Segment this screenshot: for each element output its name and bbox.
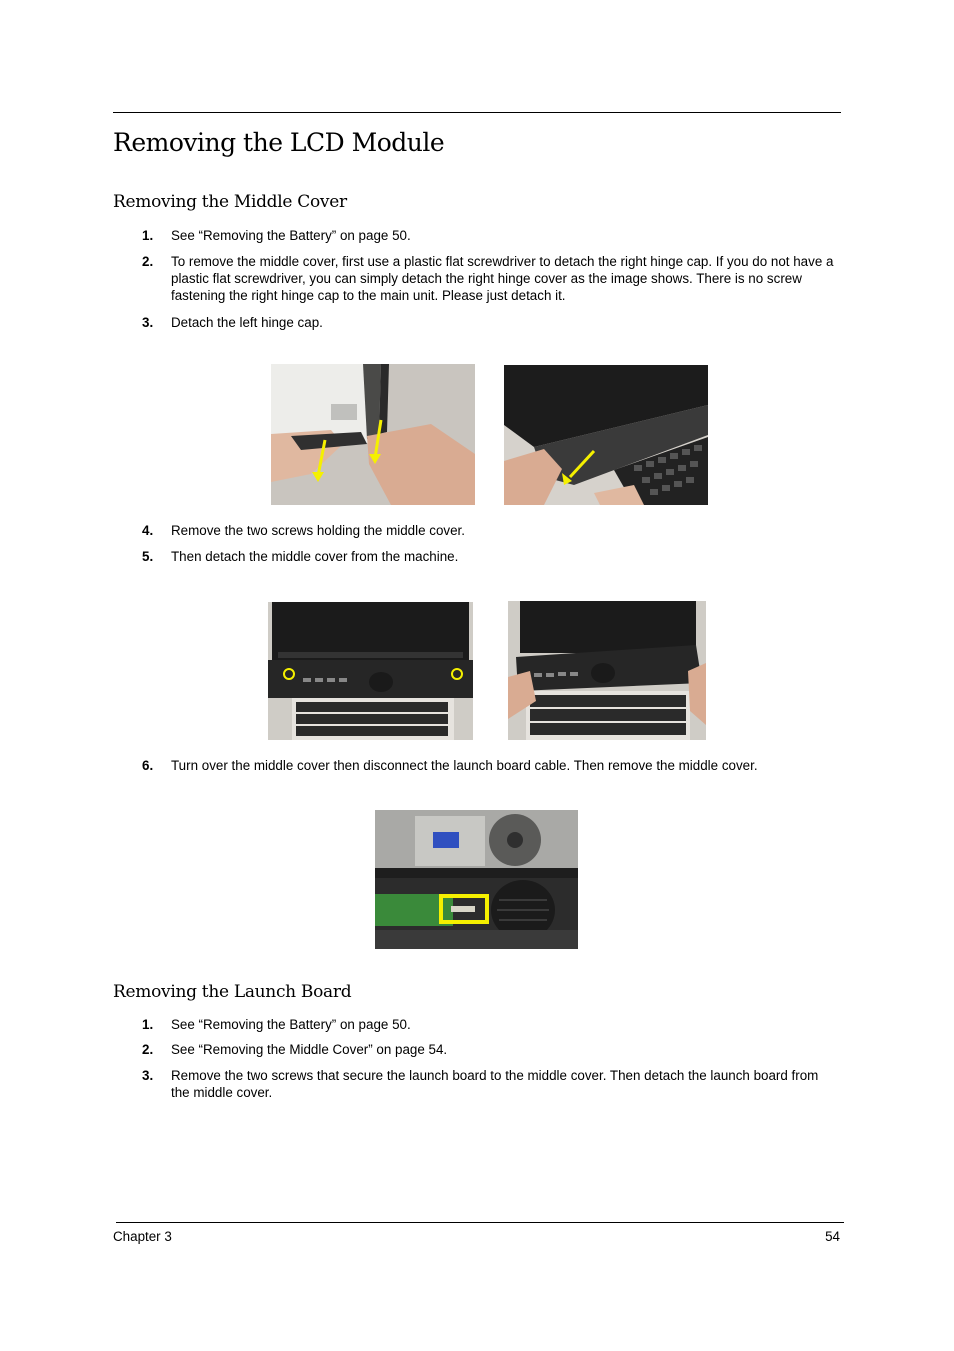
- step-text: To remove the middle cover, first use a plastic flat screwdriver to detach the right hinge cap. If you do not have a plastic flat screwdriver, you can simply detach the right hinge cover as the image shows. There is no screw fastening the right hinge cap to the main unit. Please just detach it.: [171, 254, 834, 303]
- section-heading-launch-board: Removing the Launch Board: [113, 982, 352, 1002]
- step-number: 2.: [142, 254, 154, 269]
- step-number: 3.: [142, 315, 154, 330]
- photo-left-hinge-cap: [504, 365, 708, 505]
- step-text: See “Removing the Middle Cover” on page 54.: [171, 1042, 448, 1057]
- step-number: 2.: [142, 1042, 154, 1057]
- step-text: Then detach the middle cover from the machine.: [171, 549, 459, 564]
- step-text: See “Removing the Battery” on page 50.: [171, 228, 411, 243]
- step-number: 4.: [142, 523, 154, 538]
- section-heading-middle-cover: Removing the Middle Cover: [113, 192, 347, 212]
- step-text: Remove the two screws that secure the launch board to the middle cover. Then detach the launch board from the middle cover.: [171, 1068, 819, 1100]
- photo-detach-middle-cover: [508, 601, 706, 740]
- photo-right-hinge-cap: [271, 364, 475, 505]
- step-text: Remove the two screws holding the middle cover.: [171, 523, 465, 538]
- photo-middle-cover-screws: [268, 602, 473, 740]
- footer-rule: [116, 1222, 844, 1223]
- page-title: Removing the LCD Module: [113, 128, 445, 157]
- step-number: 3.: [142, 1068, 154, 1083]
- step-number: 5.: [142, 549, 154, 564]
- footer-page-number: 54: [825, 1229, 840, 1244]
- step-text: Turn over the middle cover then disconnect the launch board cable. Then remove the middle cover.: [171, 758, 758, 773]
- footer-chapter: Chapter 3: [113, 1229, 172, 1244]
- step-number: 1.: [142, 1017, 154, 1032]
- photo-launch-board-cable: [375, 810, 578, 949]
- step-number: 1.: [142, 228, 154, 243]
- header-rule: [113, 112, 841, 113]
- step-text: Detach the left hinge cap.: [171, 315, 323, 330]
- step-number: 6.: [142, 758, 154, 773]
- step-text: See “Removing the Battery” on page 50.: [171, 1017, 411, 1032]
